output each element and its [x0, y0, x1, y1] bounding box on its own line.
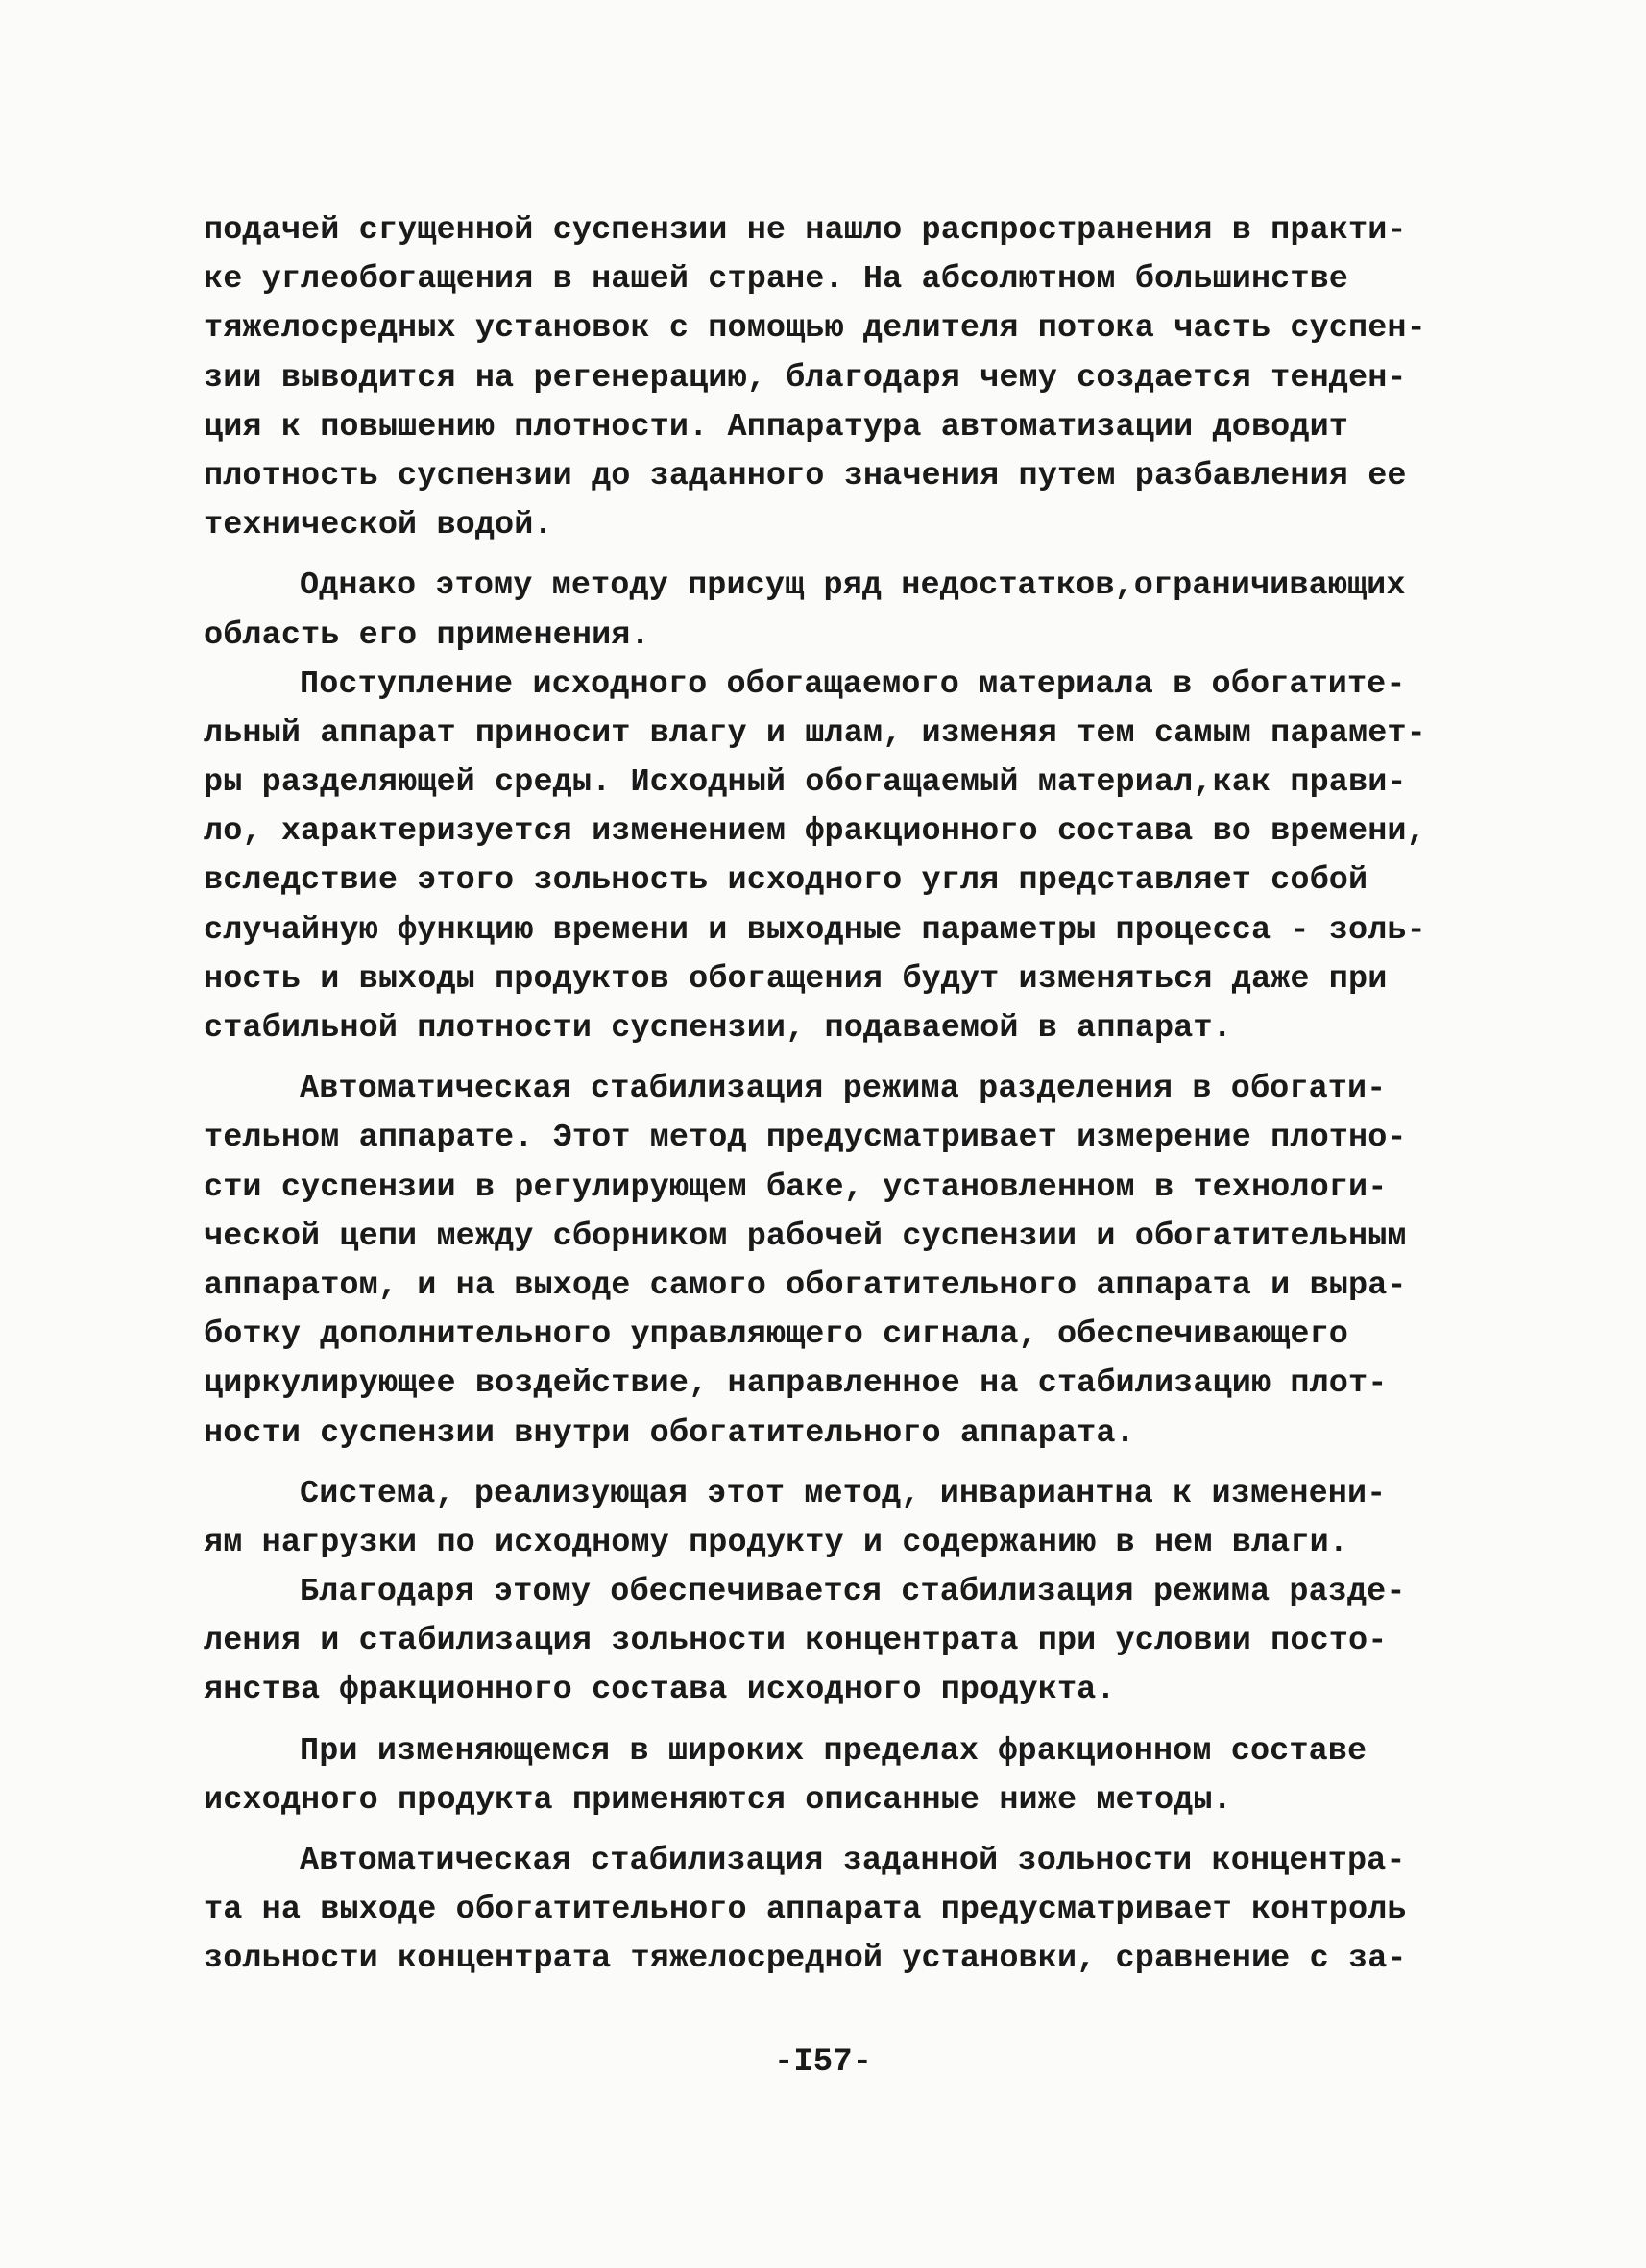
- paragraph-7: [204, 1727, 1471, 1825]
- text-line: ления и стабилизация зольности концентрата при условии посто-: [204, 1623, 1388, 1660]
- paragraph-gap: [204, 1716, 1471, 1727]
- paragraph-1: [204, 206, 1471, 550]
- paragraph-gap: [204, 1459, 1471, 1470]
- text-line: область его применения.: [204, 616, 650, 654]
- text-line: ке углеобогащения в нашей стране. На абсолютном большинстве: [204, 261, 1348, 299]
- paragraph-6: [204, 1568, 1471, 1716]
- text-line: ло, характеризуется изменением фракционного состава во времени,: [204, 813, 1426, 851]
- text-line: плотность суспензии до заданного значения путем разбавления ее: [204, 457, 1407, 495]
- text-line: Благодаря этому обеспечивается стабилизация режима разде-: [300, 1574, 1406, 1611]
- text-line: Однако этому методу присущ ряд недостатков,ограничивающих: [300, 567, 1406, 605]
- page-number: -I57-: [773, 2044, 873, 2081]
- paragraph-4: [204, 1065, 1471, 1459]
- text-line: ры разделяющей среды. Исходный обогащаемый материал,как прави-: [204, 764, 1407, 802]
- paragraph-gap: [204, 1053, 1471, 1065]
- text-line: ям нагрузки по исходному продукту и содержанию в нем влаги.: [204, 1524, 1348, 1561]
- text-line: ция к повышению плотности. Аппаратура автоматизации доводит: [204, 408, 1348, 446]
- text-line: зольности концентрата тяжелосредной установки, сравнение с за-: [204, 1941, 1407, 1978]
- paragraph-3: [204, 661, 1471, 1054]
- paragraph-2: [204, 562, 1471, 660]
- text-line: технической водой.: [204, 507, 553, 544]
- text-line: аппаратом, и на выходе самого обогатительного аппарата и выра-: [204, 1267, 1407, 1304]
- text-line: При изменяющемся в широких пределах фракционном составе: [300, 1732, 1368, 1770]
- text-line: янства фракционного состава исходного продукта.: [204, 1672, 1116, 1709]
- text-line: подачей сгущенной суспензии не нашло распространения в практи-: [204, 212, 1407, 249]
- text-line: ность и выходы продуктов обогащения будут изменяться даже при: [204, 960, 1388, 998]
- text-line: ности суспензии внутри обогатительного аппарата.: [204, 1414, 1135, 1452]
- paragraph-5: [204, 1470, 1471, 1568]
- text-line: Автоматическая стабилизация заданной зольности концентра-: [300, 1843, 1406, 1879]
- paragraph-gap: [204, 1825, 1471, 1837]
- text-line: тельном аппарате. Этот метод предусматривает измерение плотно-: [204, 1120, 1407, 1157]
- text-line: льный аппарат приносит влагу и шлам, изменяя тем самым парамет-: [204, 714, 1426, 752]
- text-line: вследствие этого зольность исходного угля представляет собой: [204, 862, 1368, 900]
- text-line: тяжелосредных установок с помощью делителя потока часть суспен-: [204, 310, 1426, 348]
- text-line: ботку дополнительного управляющего сигнала, обеспечивающего: [204, 1316, 1348, 1354]
- text-line: стабильной плотности суспензии, подаваемой в аппарат.: [204, 1010, 1232, 1047]
- text-line: Автоматическая стабилизация режима разделения в обогати-: [300, 1071, 1387, 1108]
- text-line: зии выводится на регенерацию, благодаря чему создается тенден-: [204, 359, 1407, 397]
- text-line: случайную функцию времени и выходные параметры процесса - золь-: [204, 911, 1426, 949]
- text-line: сти суспензии в регулирующем баке, установленном в технологи-: [204, 1169, 1388, 1206]
- text-line: ческой цепи между сборником рабочей суспензии и обогатительным: [204, 1218, 1407, 1255]
- text-line: Поступление исходного обогащаемого материала в обогатите-: [300, 665, 1406, 703]
- body-text: [204, 206, 1471, 1985]
- text-line: Система, реализующая этот метод, инвариантна к изменени-: [300, 1475, 1387, 1512]
- paragraph-8: [204, 1837, 1471, 1985]
- text-line: циркулирующее воздействие, направленное на стабилизацию плот-: [204, 1365, 1388, 1403]
- text-line: та на выходе обогатительного аппарата предусматривает контроль: [204, 1892, 1407, 1929]
- paragraph-gap: [204, 550, 1471, 562]
- text-line: исходного продукта применяются описанные ниже методы.: [204, 1781, 1232, 1819]
